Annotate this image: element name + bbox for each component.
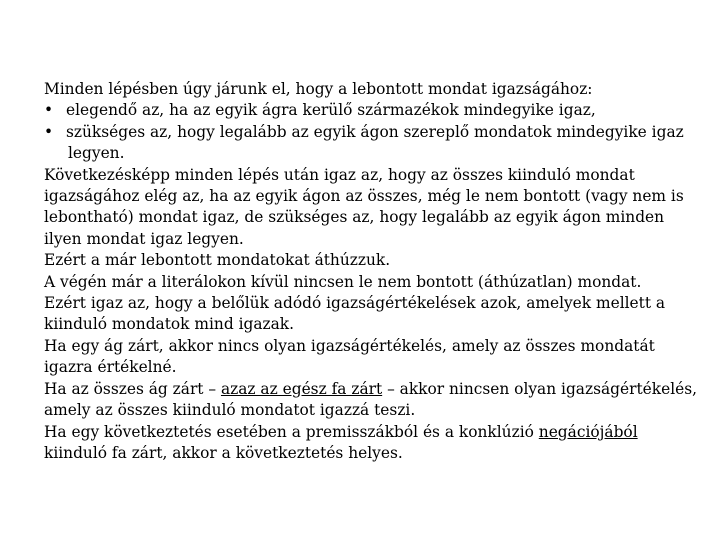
- paragraph-consequence-line1: Következésképp minden lépés után igaz az, hogy az összes kiinduló mondat: [44, 165, 635, 184]
- valid-inference-text-a: Ha egy következtetés esetében a premisszákból és a konklúzió: [44, 422, 539, 441]
- closed-tree-text-b: – akkor nincsen olyan igazságértékelés,: [382, 379, 698, 398]
- bullet-text-1: elegendő az, ha az egyik ágra kerülő származékok mindegyike igaz,: [66, 101, 596, 120]
- paragraph-closed-branch-line1: Ha egy ág zárt, akkor nincs olyan igazságértékelés, amely az összes mondatát: [44, 336, 655, 355]
- paragraph-closed-tree-line1: [44, 379, 698, 400]
- paragraph-literals: A végén már a literálokon kívül nincsen le nem bontott (áthúzatlan) mondat.: [44, 272, 642, 291]
- paragraph-valid-inference-line2: kiinduló fa zárt, akkor a következtetés helyes.: [44, 443, 403, 462]
- bullet-item-2: [44, 122, 694, 143]
- closed-tree-text-a: Ha az összes ág zárt –: [44, 379, 221, 398]
- paragraph-closed-tree-line2: amely az összes kiinduló mondatot igazzá teszi.: [44, 401, 416, 420]
- paragraph-valuations-line2: kiinduló mondatok mind igazak.: [44, 315, 295, 334]
- paragraph-strike: Ezért a már lebontott mondatokat áthúzzuk.: [44, 251, 391, 270]
- bullet-text-2-continued: legyen.: [68, 144, 125, 163]
- paragraph-valid-inference-line1: [44, 422, 694, 443]
- paragraph-consequence-line3: lebontható) mondat igaz, de szükséges az, hogy legalább az egyik ágon minden: [44, 208, 665, 227]
- negation-underlined: negációjából: [538, 422, 638, 441]
- bullet-icon: •: [44, 122, 54, 141]
- intro-line: Minden lépésben úgy járunk el, hogy a lebontott mondat igazságához:: [44, 80, 593, 98]
- paragraph-valuations-line1: Ezért igaz az, hogy a belőlük adódó igazságértékelések azok, amelyek mellett a: [44, 294, 666, 313]
- text-body: [44, 79, 698, 464]
- bullet-icon: •: [44, 101, 54, 120]
- paragraph-consequence-line2: igazságához elég az, ha az egyik ágon az összes, még le nem bontott (vagy nem is: [44, 187, 684, 206]
- paragraph-closed-branch-line2: igazra értékelné.: [44, 358, 177, 377]
- bullet-item-1: [44, 100, 694, 121]
- bullet-text-2: szükséges az, hogy legalább az egyik ágon szereplő mondatok mindegyike igaz: [66, 122, 684, 141]
- paragraph-consequence-line4: ilyen mondat igaz legyen.: [44, 229, 244, 248]
- closed-tree-underlined: azaz az egész fa zárt: [220, 379, 383, 398]
